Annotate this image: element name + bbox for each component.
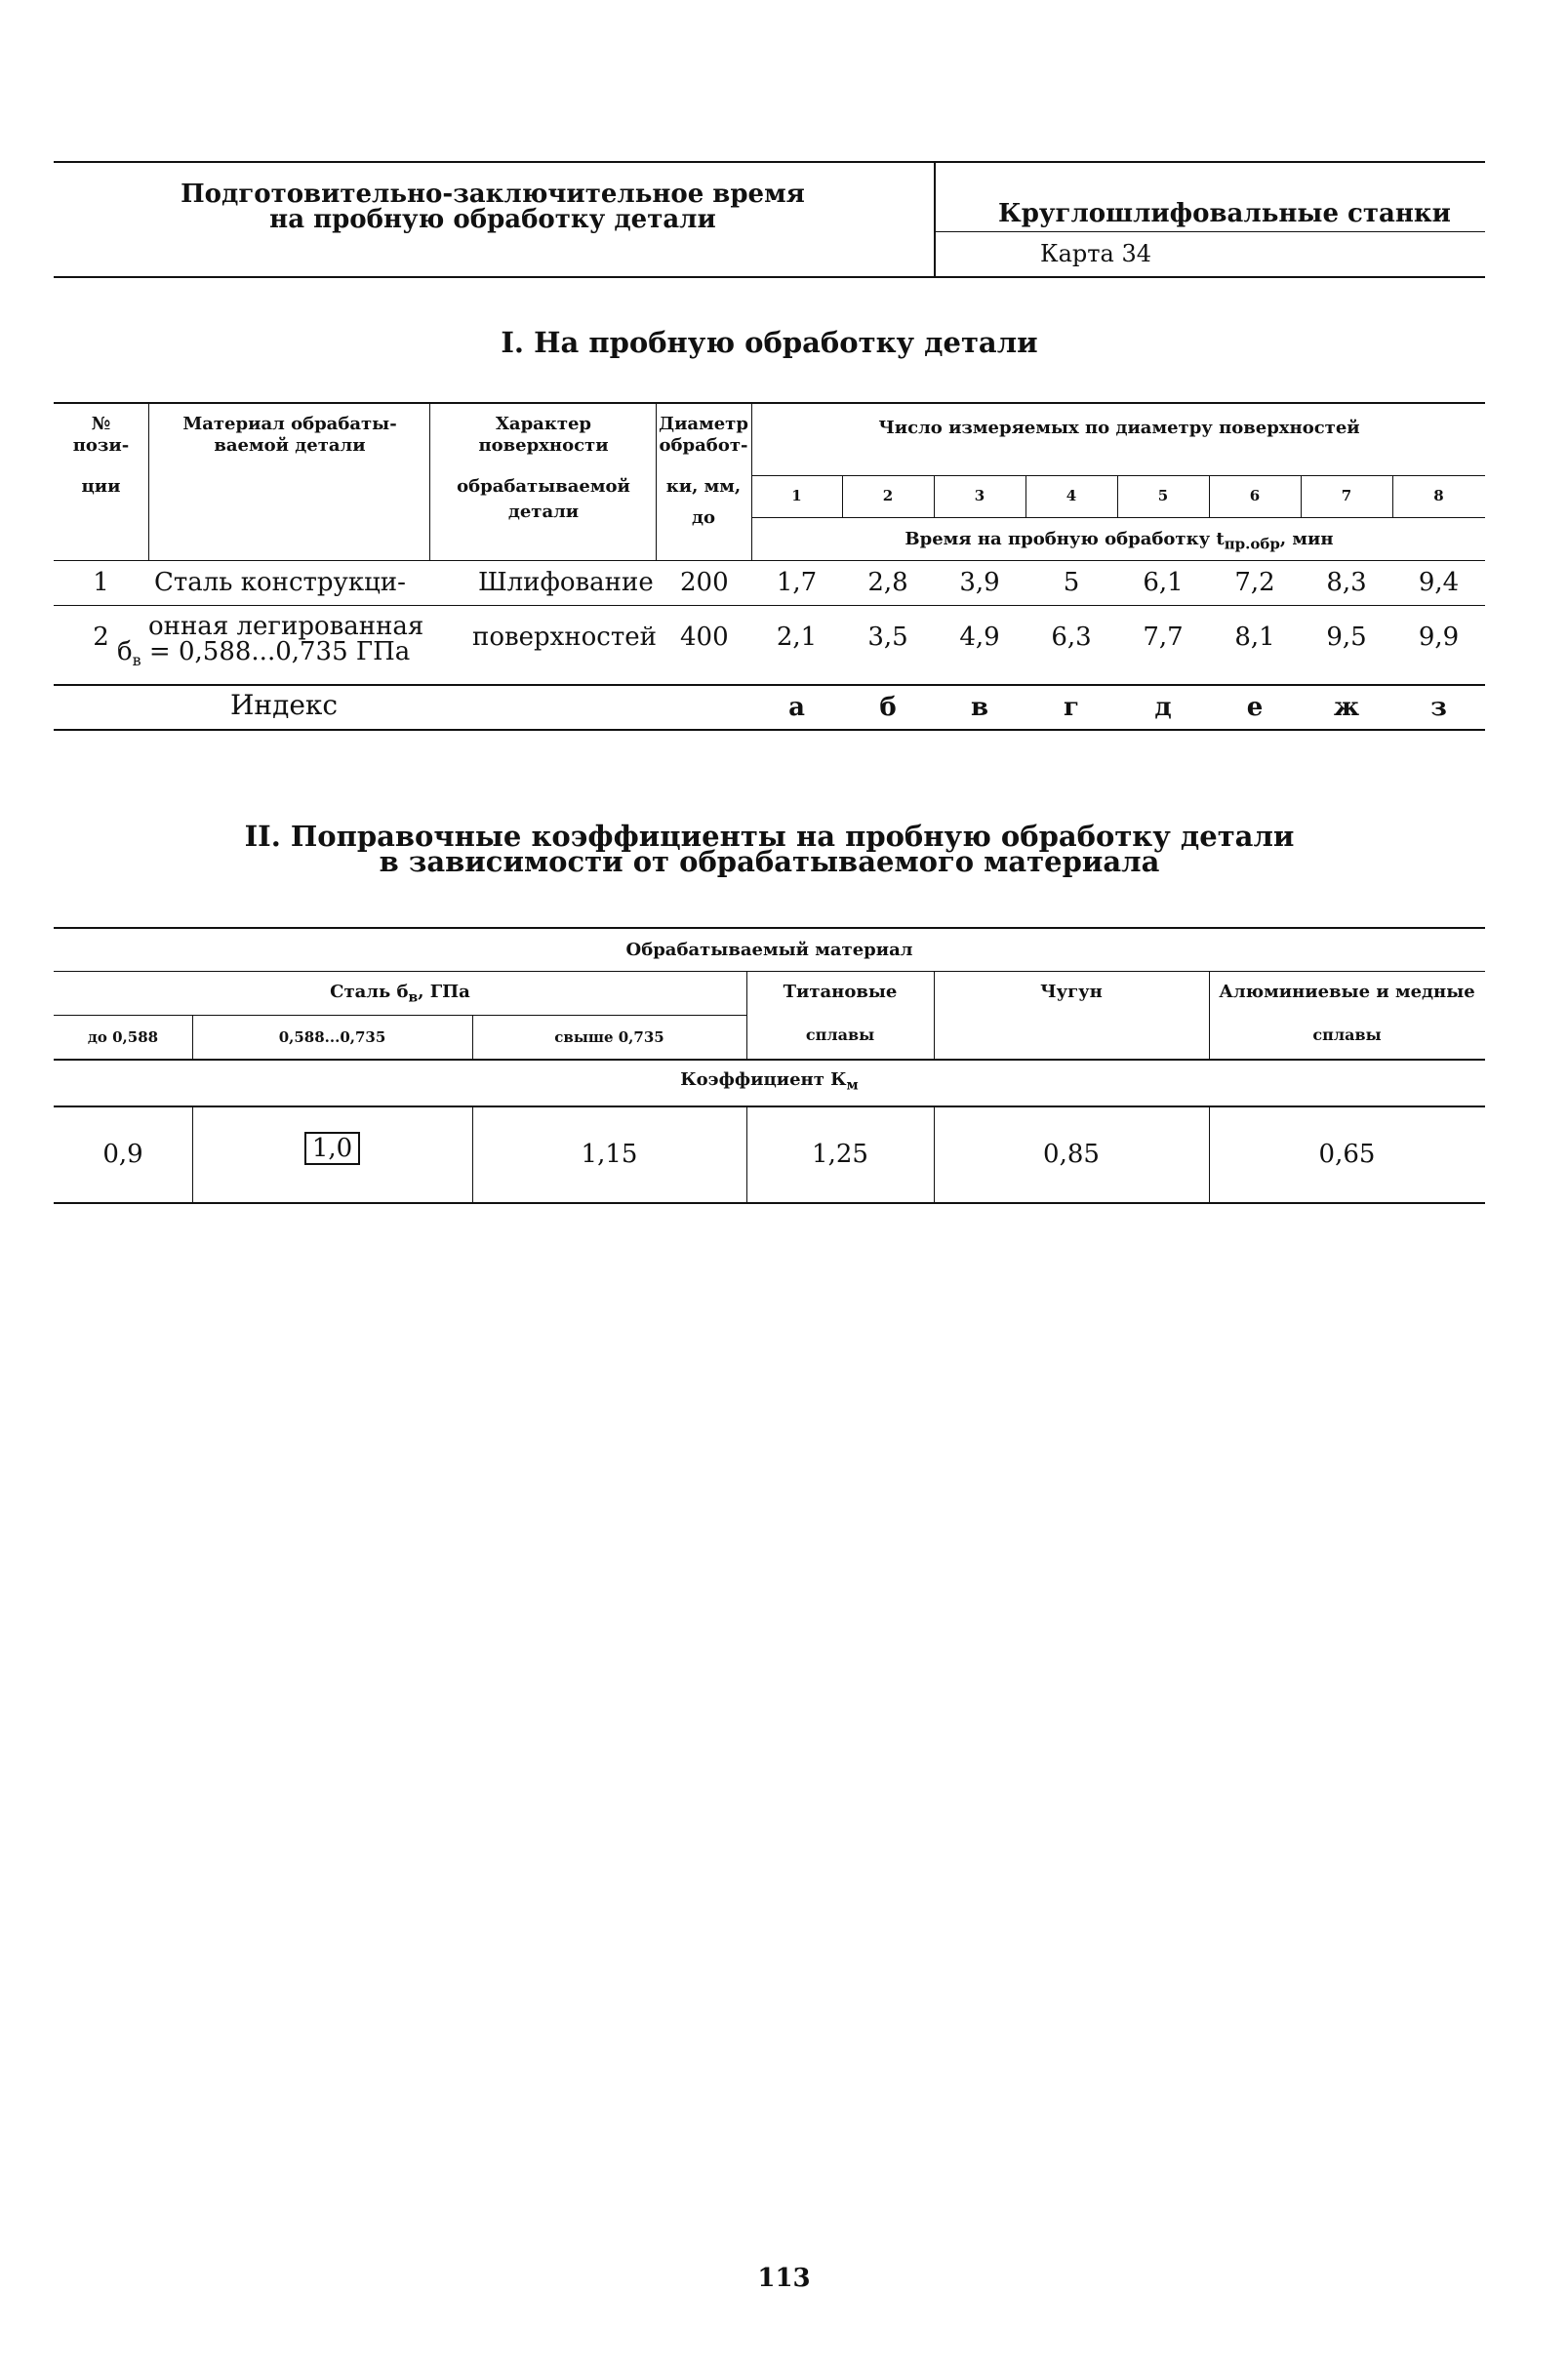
row2-value-1: 2,1 (776, 623, 818, 652)
col-material-header (150, 414, 429, 457)
row2-value-2: 3,5 (867, 623, 908, 652)
count-6: 6 (1249, 487, 1261, 504)
titanium-line2: сплавы (805, 1025, 875, 1044)
row2-value-6: 8,1 (1234, 623, 1275, 652)
row1-value-6: 7,2 (1234, 568, 1275, 597)
t2-header-bottom-rule (54, 1059, 1485, 1061)
header-right-rule (934, 231, 1485, 232)
t1-vline-diameter (751, 402, 752, 560)
count-header: Число измеряемых по диаметру поверхностей (878, 418, 1360, 438)
row2-value-4: 6,3 (1051, 623, 1092, 652)
row2-material-b: б (117, 637, 133, 666)
time-header (753, 529, 1485, 555)
row2-value-7: 9,5 (1326, 623, 1367, 652)
col-material-line2: ваемой детали (214, 435, 366, 456)
row1-value-4: 5 (1063, 568, 1080, 597)
alu-line2: сплавы (1312, 1025, 1382, 1044)
coef-value-2-cell (192, 1134, 472, 1163)
section2-title-line2: в зависимости от обрабатываемого материала (379, 845, 1160, 878)
t2-steel-rule (54, 1015, 746, 1016)
col-diameter-header (656, 414, 751, 529)
coef-value-3: 1,15 (581, 1140, 638, 1169)
t2-top-rule (54, 927, 1485, 929)
row2-material-b-sub: в (132, 651, 141, 670)
titanium-header (746, 982, 934, 1046)
t1-index-bottom-rule (54, 729, 1485, 731)
alu-header (1209, 982, 1485, 1046)
cast-iron-header: Чугун (1040, 982, 1103, 1002)
coef-header-sub: м (846, 1077, 859, 1094)
row2-material-range: = 0,588...0,735 ГПа (141, 637, 411, 666)
col-diameter-line1: Диаметр (659, 414, 748, 434)
row1-value-8: 9,4 (1418, 568, 1460, 597)
col-surface-line4: детали (507, 502, 580, 522)
coef-value-1: 0,9 (102, 1140, 143, 1169)
row1-pos: 1 (93, 568, 109, 597)
row2-material-line3 (117, 637, 410, 675)
row1-value-1: 1,7 (776, 568, 818, 597)
coef-value-6: 0,65 (1318, 1140, 1376, 1169)
row1-value-2: 2,8 (867, 568, 908, 597)
index-a: а (788, 693, 805, 722)
time-header-sub: пр.обр (1224, 535, 1280, 553)
t1-row1-rule (54, 605, 1485, 606)
steel-col-1: до 0,588 (87, 1028, 159, 1046)
row1-value-7: 8,3 (1326, 568, 1367, 597)
row1-value-5: 6,1 (1143, 568, 1184, 597)
row2-material: онная легированная (148, 612, 424, 641)
time-header-unit: , мин (1279, 529, 1334, 549)
row2-diameter: 400 (680, 623, 729, 652)
col-no-line1: № (91, 414, 111, 434)
t1-vline-material (429, 402, 430, 560)
col-diameter-line2: обработ- (659, 435, 748, 456)
alu-line1: Алюминиевые и медные (1219, 982, 1475, 1002)
index-z: з (1430, 693, 1447, 722)
count-1: 1 (791, 487, 802, 504)
coef-header (54, 1069, 1485, 1097)
steel-header-sub: в (408, 989, 419, 1006)
header-left-title-line2: на пробную обработку детали (269, 205, 716, 234)
titanium-line1: Титановые (783, 982, 898, 1002)
row1-value-3: 3,9 (959, 568, 1000, 597)
steel-header (54, 982, 746, 1009)
steel-header-text: Сталь б (330, 982, 409, 1002)
row1-surface: Шлифование (478, 568, 654, 597)
section2-title-line1: II. Поправочные коэффициенты на пробную обработку детали (244, 820, 1295, 853)
t1-header-bottom-rule (54, 560, 1485, 561)
col-surface-header (431, 414, 656, 523)
row2-value-8: 9,9 (1418, 623, 1460, 652)
header-top-rule (54, 161, 1485, 163)
steel-col-3: свыше 0,735 (554, 1028, 664, 1046)
row1-material: Сталь конструкци- (154, 568, 406, 597)
count-8: 8 (1433, 487, 1444, 504)
header-bottom-rule (54, 276, 1485, 278)
row2-pos: 2 (93, 623, 109, 652)
header-left-title-line1: Подготовительно-заключительное время (181, 180, 805, 209)
t2-bottom-rule (54, 1202, 1485, 1204)
t2-coef-rule (54, 1106, 1485, 1107)
row2-value-5: 7,7 (1143, 623, 1184, 652)
material-header: Обрабатываемый материал (625, 940, 913, 960)
coef-header-text: Коэффициент К (680, 1069, 847, 1090)
index-label: Индекс (230, 689, 339, 721)
row1-diameter: 200 (680, 568, 729, 597)
section1-title: I. На пробную обработку детали (501, 326, 1038, 359)
coef-value-2: 1,0 (304, 1132, 360, 1165)
col-surface-line2: поверхности (478, 435, 609, 456)
count-3: 3 (974, 487, 985, 504)
header-divider (934, 161, 936, 276)
card-number: Карта 34 (1040, 240, 1151, 267)
coef-value-5: 0,85 (1043, 1140, 1100, 1169)
t1-body-bottom-rule (54, 684, 1485, 686)
index-e: е (1246, 693, 1264, 722)
col-surface-line1: Характер (495, 414, 592, 434)
steel-col-2: 0,588...0,735 (278, 1028, 386, 1046)
index-d: д (1154, 693, 1172, 722)
count-2: 2 (882, 487, 894, 504)
index-v: в (970, 693, 989, 722)
count-4: 4 (1065, 487, 1077, 504)
index-zh: ж (1333, 693, 1360, 722)
t1-time-rule (751, 517, 1485, 518)
header-right-title: Круглошлифовальные станки (998, 199, 1451, 228)
col-diameter-line3: ки, мм, (665, 476, 742, 497)
t2-material-rule (54, 971, 1485, 972)
index-b: б (879, 693, 897, 722)
col-material-line1: Материал обрабаты- (182, 414, 397, 434)
row2-surface: поверхностей (472, 623, 657, 652)
count-7: 7 (1341, 487, 1352, 504)
col-no-line3: ции (81, 476, 121, 497)
col-surface-line3: обрабатываемой (457, 476, 630, 497)
time-header-text: Время на пробную обработку t (905, 529, 1225, 549)
t1-vline-no (148, 402, 149, 560)
index-g: г (1064, 693, 1079, 722)
col-no-header (54, 414, 148, 498)
row2-value-3: 4,9 (959, 623, 1000, 652)
steel-header-unit: , ГПа (418, 982, 470, 1002)
col-diameter-line4: до (691, 507, 715, 528)
t1-count-rule (751, 475, 1485, 476)
coef-value-4: 1,25 (812, 1140, 868, 1169)
page-number: 113 (757, 2264, 811, 2293)
count-5: 5 (1157, 487, 1169, 504)
col-no-line2: пози- (72, 435, 130, 456)
t1-top-rule (54, 402, 1485, 404)
